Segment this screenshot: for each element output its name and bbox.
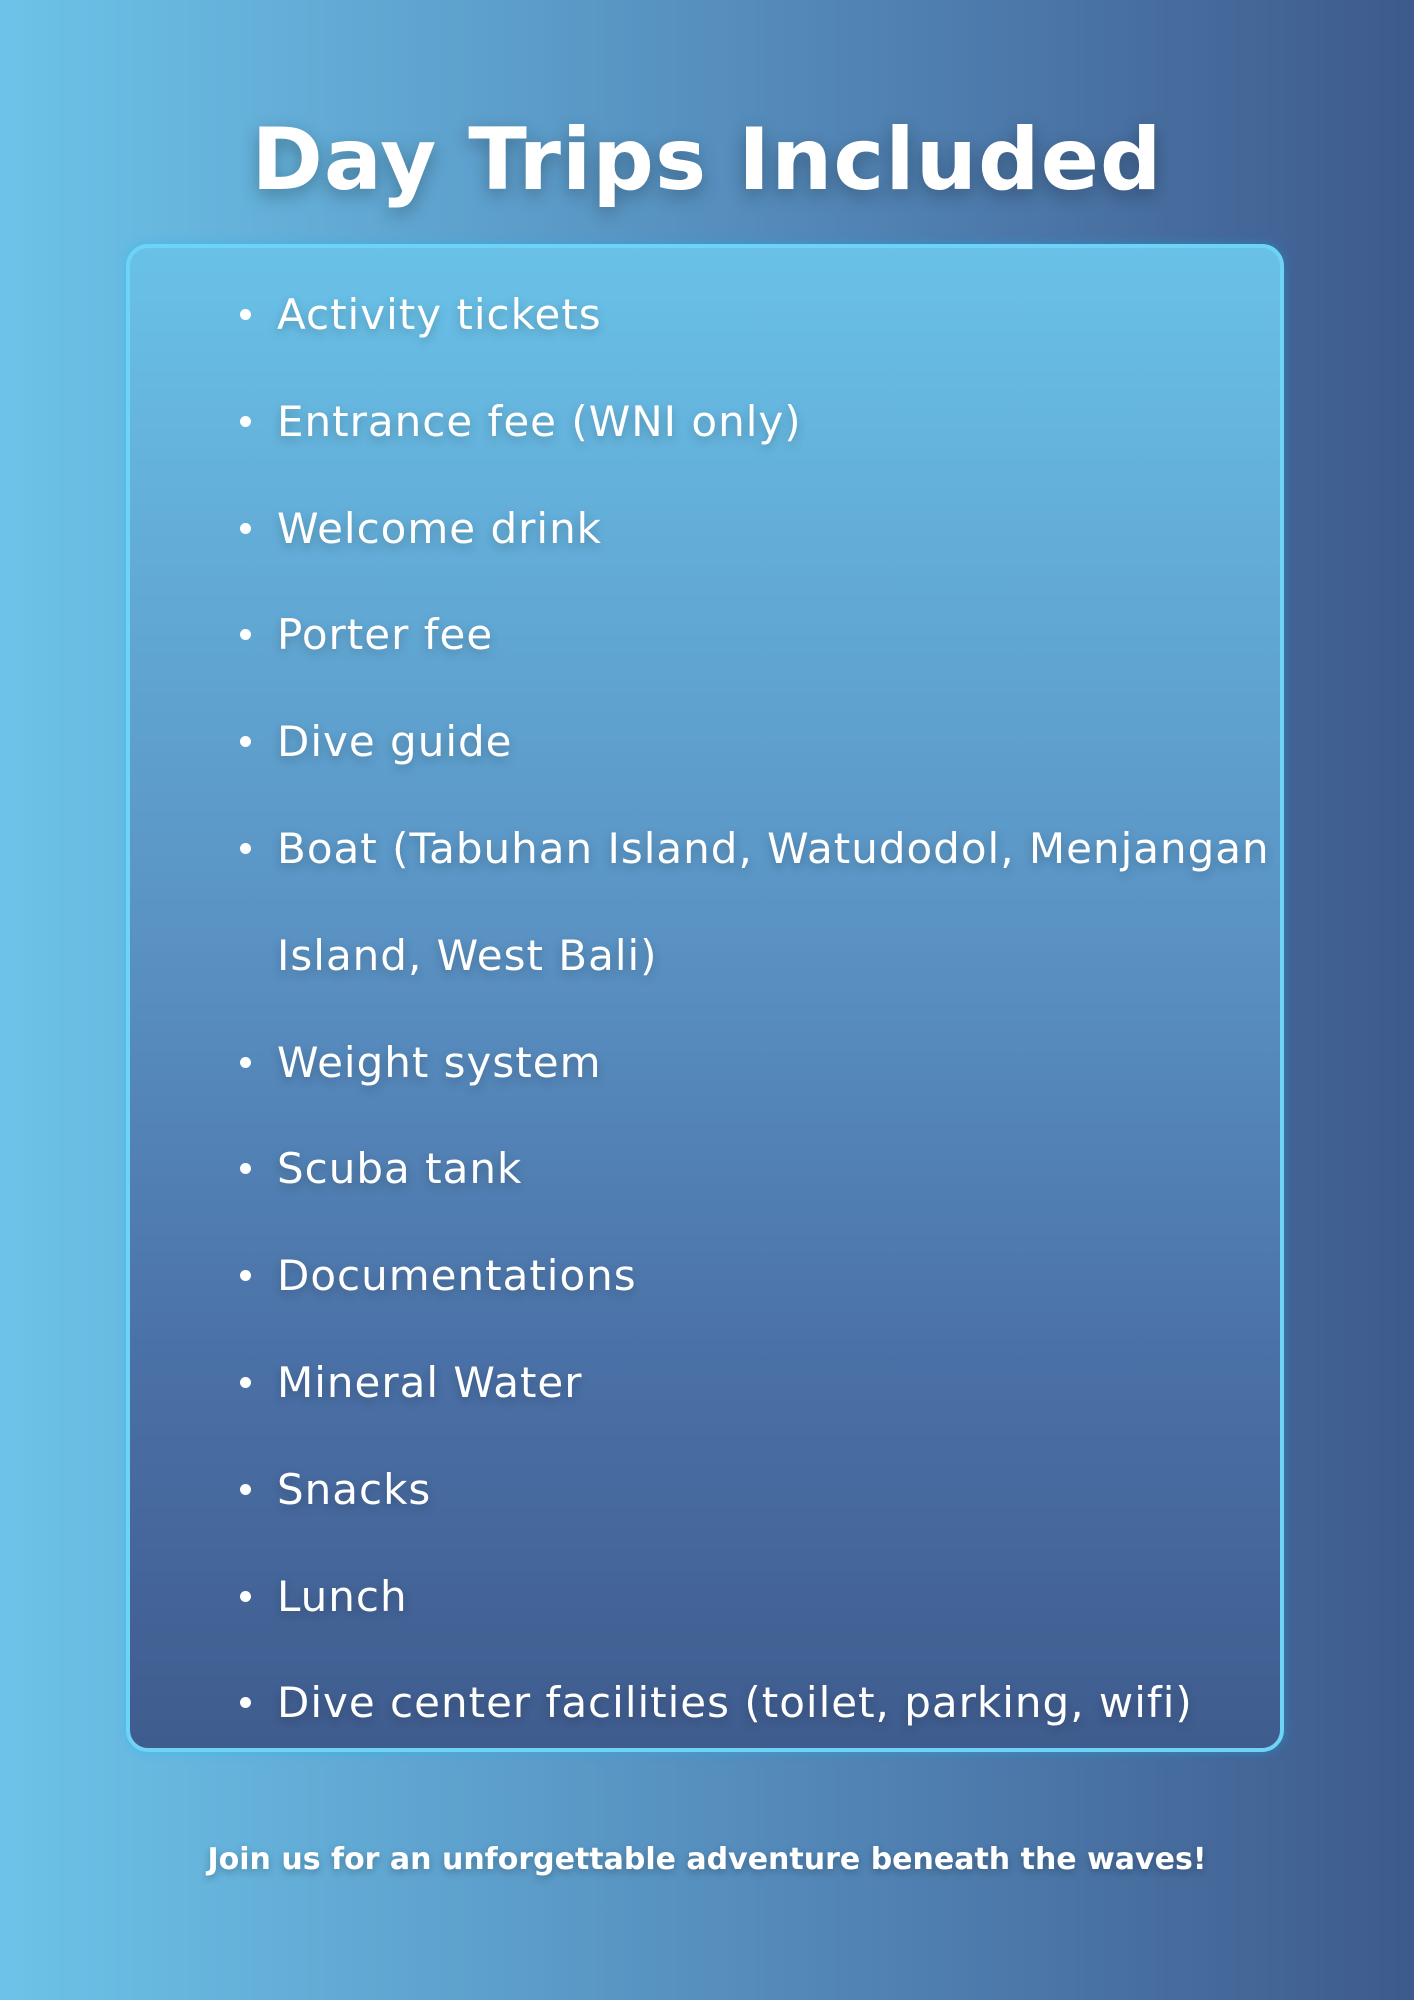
list-item-label: Entrance fee (WNI only): [277, 396, 802, 446]
list-item: [240, 1330, 1270, 1437]
list-item: [240, 1544, 1270, 1651]
list-item-label: Boat (Tabuhan Island, Watudodol, Menjangan Island, West Bali): [277, 823, 1270, 980]
list-item-label: Porter fee: [277, 610, 494, 660]
list-item-label: Dive center facilities (toilet, parking, wifi): [277, 1678, 1193, 1728]
inclusions-list: [240, 262, 1270, 1757]
page-title: Day Trips Included: [251, 110, 1163, 210]
list-item: [240, 476, 1270, 583]
bullet-icon: [240, 629, 251, 640]
list-item: [240, 1437, 1270, 1544]
bullet-icon: [240, 523, 251, 534]
bullet-icon: [240, 1377, 251, 1388]
bullet-icon: [240, 1697, 251, 1708]
bullet-icon: [240, 1163, 251, 1174]
list-item-label: Documentations: [277, 1251, 637, 1301]
list-item: [240, 582, 1270, 689]
list-item-label: Weight system: [277, 1037, 602, 1087]
list-item-label: Lunch: [277, 1571, 408, 1621]
tagline: Join us for an unforgettable adventure beneath the waves!: [207, 1842, 1207, 1877]
list-item-label: Snacks: [277, 1464, 432, 1514]
list-item-label: Welcome drink: [277, 503, 603, 553]
bullet-icon: [240, 416, 251, 427]
inclusions-panel: [126, 244, 1284, 1752]
list-item-label: Mineral Water: [277, 1357, 583, 1407]
list-item-label: Scuba tank: [277, 1144, 523, 1194]
list-item: [240, 1010, 1270, 1117]
list-item-label: Activity tickets: [277, 290, 602, 339]
bullet-icon: [240, 309, 251, 320]
list-item-label: Dive guide: [277, 717, 513, 767]
bullet-icon: [240, 1057, 251, 1068]
list-item: [240, 1650, 1270, 1757]
list-item: [240, 369, 1270, 476]
list-item: [240, 796, 1270, 1010]
list-item: [240, 689, 1270, 796]
list-item: [240, 262, 1270, 369]
list-item: [240, 1223, 1270, 1330]
bullet-icon: [240, 736, 251, 747]
bullet-icon: [240, 843, 251, 854]
bullet-icon: [240, 1484, 251, 1495]
bullet-icon: [240, 1270, 251, 1281]
bullet-icon: [240, 1591, 251, 1602]
list-item: [240, 1116, 1270, 1223]
